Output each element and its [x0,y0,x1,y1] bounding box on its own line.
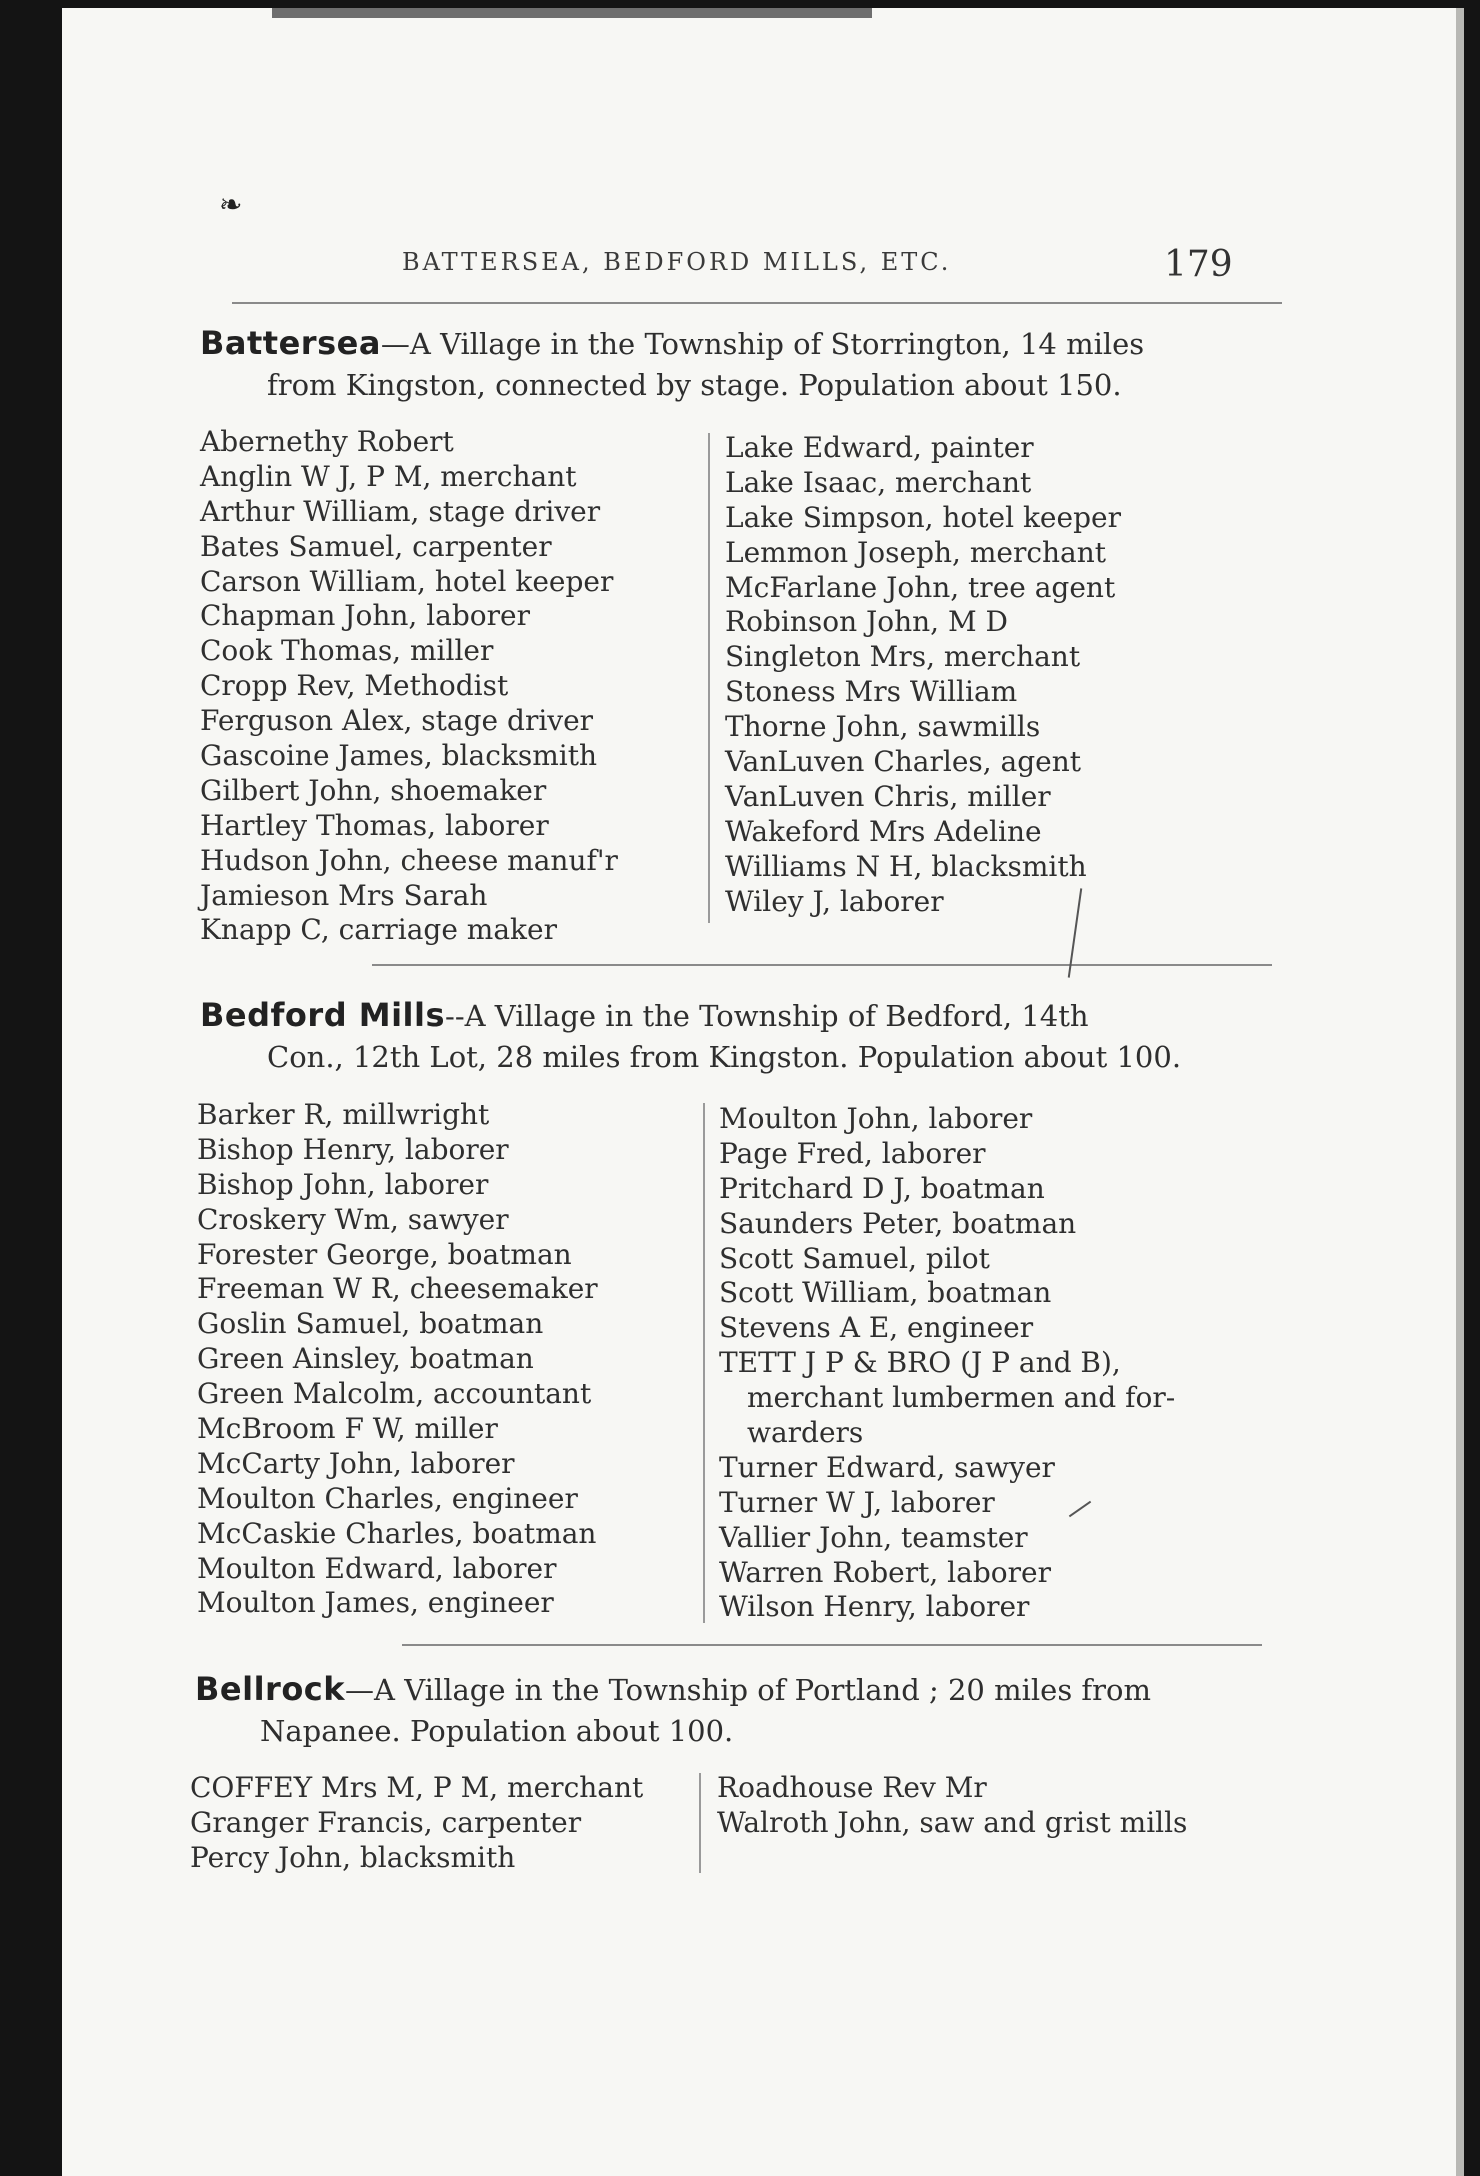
directory-entry: warders [747,1416,864,1450]
directory-entry: Turner Edward, sawyer [719,1450,1055,1484]
battersea-name: Battersea [200,324,381,362]
directory-entry: Bates Samuel, carpenter [200,529,552,563]
directory-entry: Stevens A E, engineer [719,1311,1034,1345]
directory-entry: Goslin Samuel, boatman [197,1307,544,1341]
directory-entry: Knapp C, carriage maker [200,913,557,947]
directory-entry: Carson William, hotel keeper [200,564,614,598]
battersea-desc-2: from Kingston, connected by stage. Population about 150. [267,368,1122,402]
directory-entry: Scott William, boatman [719,1276,1052,1310]
directory-entry: Scott Samuel, pilot [719,1241,990,1275]
bedford-mills-right-column [719,1102,1175,1625]
directory-entry: Cook Thomas, miller [200,634,494,668]
directory-entry: McFarlane John, tree agent [725,570,1116,604]
running-head: BATTERSEA, BEDFORD MILLS, ETC. [402,248,952,276]
directory-entry: merchant lumbermen and for- [747,1381,1176,1415]
directory-entry: Williams N H, blacksmith [725,849,1087,883]
directory-entry: Moulton James, engineer [197,1586,554,1620]
bedford-mills-name: Bedford Mills [200,996,446,1034]
directory-entry: Hartley Thomas, laborer [200,808,549,842]
battersea-desc-1: —A Village in the Township of Storrington, 14 miles [380,327,1145,361]
directory-entry: Bishop Henry, laborer [197,1132,509,1166]
bedford-mills-left-column [197,1098,598,1621]
directory-entry: VanLuven Charles, agent [725,745,1082,779]
directory-entry: Green Ainsley, boatman [197,1342,534,1376]
directory-entry: Vallier John, teamster [719,1520,1028,1554]
page-edge [1456,8,1464,2176]
bedford-mills-end-rule [402,1644,1262,1646]
directory-entry: Croskery Wm, sawyer [197,1202,509,1236]
directory-entry: Forester George, boatman [197,1237,572,1271]
directory-entry: Lake Simpson, hotel keeper [725,500,1121,534]
directory-entry: COFFEY Mrs M, P M, merchant [190,1771,644,1804]
directory-entry: Singleton Mrs, merchant [725,640,1081,674]
directory-entry: Bishop John, laborer [197,1167,489,1201]
directory-entry: McCaskie Charles, boatman [197,1516,597,1550]
book-page [62,8,1464,2176]
directory-entry: Walroth John, saw and grist mills [717,1805,1188,1839]
directory-entry: Turner W J, laborer [719,1485,995,1519]
battersea-heading [200,324,1144,362]
directory-entry: Lake Edward, painter [725,431,1034,464]
directory-entry: Ferguson Alex, stage driver [200,704,594,738]
bellrock-right-column [717,1771,1187,1841]
battersea-left-column [200,425,618,948]
directory-entry: Moulton Edward, laborer [197,1551,557,1585]
directory-entry: Freeman W R, cheesemaker [197,1272,598,1306]
directory-entry: Hudson John, cheese manuf'r [200,843,618,877]
ink-smudge: ❧ [219,188,243,221]
page-number: 179 [1164,244,1233,285]
directory-entry: Thorne John, sawmills [725,710,1041,744]
directory-entry: Green Malcolm, accountant [197,1377,592,1411]
bellrock-desc-2: Napanee. Population about 100. [260,1714,734,1748]
directory-entry: Anglin W J, P M, merchant [200,459,577,493]
directory-entry: Saunders Peter, boatman [719,1206,1077,1240]
directory-entry: Arthur William, stage driver [200,494,601,528]
directory-entry: Granger Francis, carpenter [190,1805,582,1839]
directory-entry: VanLuven Chris, miller [725,779,1051,813]
directory-entry: Moulton Charles, engineer [197,1481,578,1515]
directory-entry: Roadhouse Rev Mr [717,1771,987,1804]
bedford-mills-desc-1: --A Village in the Township of Bedford, 14th [445,999,1089,1033]
bellrock-column-divider [699,1773,701,1873]
top-edge-strip [272,8,872,18]
directory-entry: Abernethy Robert [200,425,454,458]
directory-entry: Wakeford Mrs Adeline [725,814,1042,848]
bellrock-name: Bellrock [195,1670,346,1708]
directory-entry: Robinson John, M D [725,605,1008,639]
directory-entry: Jamieson Mrs Sarah [200,878,488,912]
directory-entry: Cropp Rev, Methodist [200,669,509,703]
bellrock-desc-1: —A Village in the Township of Portland ; 20 miles from [345,1673,1151,1707]
directory-entry: Lake Isaac, merchant [725,465,1032,499]
battersea-right-column [725,431,1121,919]
directory-entry: Chapman John, laborer [200,599,530,633]
directory-entry: TETT J P & BRO (J P and B), [719,1346,1121,1380]
bellrock-left-column [190,1771,643,1876]
directory-entry: Warren Robert, laborer [719,1555,1051,1589]
directory-entry: Page Fred, laborer [719,1136,986,1170]
header-rule [232,302,1282,304]
directory-entry: McBroom F W, miller [197,1412,498,1446]
directory-entry: Stoness Mrs William [725,675,1018,709]
directory-entry: Gilbert John, shoemaker [200,773,547,807]
directory-entry: Percy John, blacksmith [190,1840,516,1874]
directory-entry: McCarty John, laborer [197,1446,515,1480]
bellrock-heading [195,1670,1151,1708]
battersea-end-rule [372,964,1272,966]
directory-entry: Lemmon Joseph, merchant [725,535,1107,569]
directory-entry: Pritchard D J, boatman [719,1171,1045,1205]
bedford-mills-desc-2: Con., 12th Lot, 28 miles from Kingston. Population about 100. [267,1040,1182,1074]
battersea-column-divider [708,433,710,923]
directory-entry: Barker R, millwright [197,1098,490,1131]
directory-entry: Gascoine James, blacksmith [200,739,598,773]
bedford-mills-column-divider [703,1103,705,1623]
directory-entry: Wilson Henry, laborer [719,1590,1030,1624]
directory-entry: Wiley J, laborer [725,884,944,918]
directory-entry: Moulton John, laborer [719,1102,1033,1135]
bedford-mills-heading [200,996,1089,1034]
